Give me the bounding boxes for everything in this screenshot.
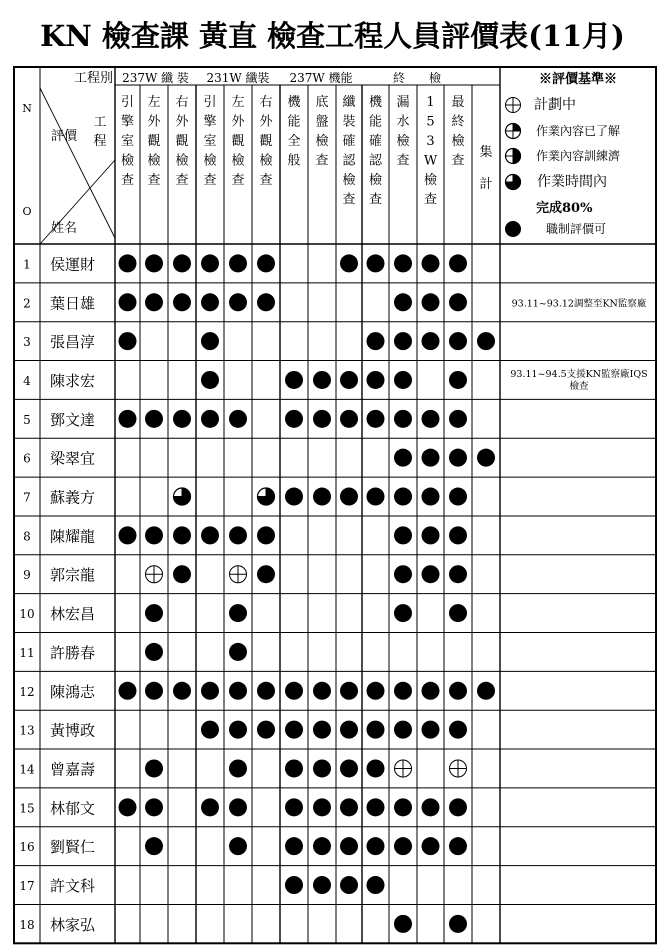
evaluation-mark (201, 371, 219, 389)
evaluation-mark (367, 254, 385, 272)
evaluation-mark (340, 837, 358, 855)
n-label: N (22, 102, 32, 115)
evaluation-mark (229, 643, 247, 661)
evaluation-mark (229, 254, 247, 272)
column-title: 集計 (479, 145, 493, 192)
employee-name: 劉賢仁 (50, 838, 96, 857)
employee-name: 鄧文達 (50, 410, 96, 429)
evaluation-mark (285, 410, 303, 428)
employee-name: 張昌淳 (50, 333, 96, 352)
evaluation-mark (119, 798, 137, 816)
row-number: 7 (23, 490, 31, 505)
column-title: 右外觀檢查 (175, 95, 189, 188)
evaluation-mark (340, 488, 358, 506)
employee-name: 郭宗龍 (50, 566, 96, 585)
evaluation-mark (119, 526, 137, 544)
evaluation-mark (285, 837, 303, 855)
evaluation-mark (229, 526, 247, 544)
column-title: 漏水檢查 (396, 95, 410, 169)
evaluation-mark (394, 604, 412, 622)
evaluation-mark (285, 371, 303, 389)
table-row (23, 368, 647, 392)
legend-label: 作業內容訓練濟 (536, 149, 621, 163)
evaluation-mark (230, 566, 247, 583)
evaluation-mark (229, 604, 247, 622)
employee-name: 梁翠宜 (50, 449, 96, 468)
corner-label-top: 程 (93, 134, 107, 149)
evaluation-mark (449, 449, 467, 467)
employee-name: 林家弘 (50, 915, 96, 934)
evaluation-mark (367, 876, 385, 894)
evaluation-mark (394, 371, 412, 389)
evaluation-mark (449, 721, 467, 739)
table-border (14, 67, 656, 943)
evaluation-mark (477, 332, 495, 350)
evaluation-mark (257, 488, 275, 506)
evaluation-mark (145, 798, 163, 816)
evaluation-mark (119, 293, 137, 311)
table-row (19, 604, 467, 623)
evaluation-mark (201, 254, 219, 272)
evaluation-mark (449, 604, 467, 622)
evaluation-mark (201, 293, 219, 311)
table-row (23, 449, 495, 468)
evaluation-mark (145, 526, 163, 544)
table-row (19, 798, 467, 817)
evaluation-mark (340, 371, 358, 389)
evaluation-mark (173, 410, 191, 428)
evaluation-mark (449, 526, 467, 544)
evaluation-mark (173, 565, 191, 583)
legend-label: 計劃中 (534, 97, 576, 113)
evaluation-mark (313, 371, 331, 389)
table-row (19, 837, 467, 856)
evaluation-mark (229, 293, 247, 311)
employee-name: 侯運財 (50, 255, 96, 274)
table-row (19, 721, 467, 740)
evaluation-mark (367, 410, 385, 428)
evaluation-mark (422, 410, 440, 428)
evaluation-mark (394, 449, 412, 467)
evaluation-mark (145, 759, 163, 777)
row-number: 18 (19, 917, 35, 932)
evaluation-mark (422, 837, 440, 855)
evaluation-mark (285, 488, 303, 506)
evaluation-mark (201, 526, 219, 544)
corner-diagonal (40, 88, 115, 238)
evaluation-mark (229, 759, 247, 777)
column-title: 機能確認檢查 (368, 95, 383, 208)
legend-label: 作業內容已了解 (536, 124, 621, 138)
row-note: 93.11~93.12調整至KN監察廠 (511, 298, 647, 310)
evaluation-mark (394, 798, 412, 816)
evaluation-mark (340, 876, 358, 894)
column-title: 左外觀檢查 (147, 95, 161, 188)
evaluation-mark (367, 721, 385, 739)
column-group-title: 231W 纖裝 (206, 71, 270, 85)
evaluation-mark (340, 759, 358, 777)
evaluation-mark (146, 566, 163, 583)
row-number: 6 (23, 451, 31, 466)
corner-label-bottom: 姓名 (50, 221, 78, 236)
column-group-title: 終 檢 (392, 71, 442, 85)
evaluation-mark (394, 526, 412, 544)
evaluation-mark (313, 798, 331, 816)
column-title: 纖裝確認檢查 (342, 95, 356, 208)
table-row (23, 565, 467, 584)
evaluation-mark (449, 488, 467, 506)
row-number: 5 (23, 412, 31, 427)
row-number: 9 (23, 568, 31, 583)
table-row (19, 643, 247, 662)
evaluation-mark (394, 410, 412, 428)
evaluation-mark (173, 526, 191, 544)
evaluation-mark (313, 876, 331, 894)
evaluation-mark (313, 410, 331, 428)
o-label: O (22, 205, 32, 218)
evaluation-mark (313, 682, 331, 700)
row-number: 12 (19, 684, 35, 699)
evaluation-mark (229, 798, 247, 816)
evaluation-mark (229, 682, 247, 700)
evaluation-mark (422, 293, 440, 311)
evaluation-mark (449, 682, 467, 700)
legend-label: 作業時間內 (537, 174, 607, 190)
column-title: 最終檢查 (451, 95, 465, 169)
evaluation-mark (119, 332, 137, 350)
evaluation-mark (201, 410, 219, 428)
evaluation-mark (119, 410, 137, 428)
table-row (19, 682, 495, 701)
evaluation-mark (449, 332, 467, 350)
table-grid (14, 67, 656, 943)
evaluation-mark (422, 565, 440, 583)
evaluation-mark (449, 293, 467, 311)
row-number: 13 (19, 723, 35, 738)
legend-symbol (506, 148, 522, 164)
evaluation-mark (367, 371, 385, 389)
column-group-title: 237W 纖 裝 (122, 71, 189, 85)
evaluation-mark (422, 526, 440, 544)
evaluation-mark (285, 682, 303, 700)
legend-symbol (505, 221, 521, 237)
column-title: 引擎室檢查 (203, 95, 217, 188)
employee-name: 黃博政 (50, 721, 96, 740)
evaluation-mark (394, 254, 412, 272)
table-row (19, 876, 384, 895)
evaluation-mark (394, 332, 412, 350)
evaluation-mark (367, 488, 385, 506)
evaluation-mark (119, 682, 137, 700)
column-group-title: 237W 機能 (289, 71, 353, 85)
legend-title: ※評價基準※ (538, 72, 618, 87)
evaluation-mark (340, 254, 358, 272)
row-number: 2 (23, 296, 31, 311)
employee-name: 陳耀龍 (50, 527, 96, 546)
legend-symbol (505, 174, 521, 190)
employee-name: 許文科 (50, 877, 96, 896)
evaluation-mark (449, 371, 467, 389)
evaluation-mark (449, 254, 467, 272)
evaluation-mark (145, 643, 163, 661)
evaluation-mark (313, 759, 331, 777)
legend-label: 職制評價可 (546, 222, 607, 236)
evaluation-mark (394, 682, 412, 700)
evaluation-mark (340, 410, 358, 428)
evaluation-mark (285, 798, 303, 816)
row-note: 93.11~94.5支援KN監察廠IQS 檢查 (510, 368, 648, 392)
column-title: 機能全般 (287, 95, 301, 169)
evaluation-mark (285, 876, 303, 894)
group-label: 工程別 (73, 71, 113, 86)
table-row (19, 915, 467, 934)
evaluation-mark (449, 837, 467, 855)
evaluation-mark (285, 759, 303, 777)
evaluation-mark (367, 759, 385, 777)
evaluation-mark (229, 837, 247, 855)
evaluation-mark (340, 682, 358, 700)
evaluation-mark (201, 798, 219, 816)
evaluation-mark (313, 488, 331, 506)
evaluation-mark (340, 721, 358, 739)
row-number: 8 (23, 529, 31, 544)
evaluation-mark (145, 410, 163, 428)
evaluation-mark (422, 449, 440, 467)
employee-name: 林宏昌 (50, 605, 96, 624)
employee-name: 葉日雄 (50, 294, 96, 313)
row-number: 3 (23, 335, 31, 350)
evaluation-mark (477, 682, 495, 700)
corner-label-mid: 評價 (50, 129, 78, 144)
table-row (23, 488, 467, 507)
evaluation-mark (257, 682, 275, 700)
column-title: 右外觀檢查 (259, 95, 273, 188)
employee-name: 陳求宏 (50, 371, 96, 390)
evaluation-mark (394, 488, 412, 506)
evaluation-mark (285, 721, 303, 739)
legend-symbol (506, 98, 521, 113)
evaluation-mark (257, 721, 275, 739)
evaluation-mark (229, 721, 247, 739)
table-row (23, 293, 647, 312)
employee-name: 陳鴻志 (50, 682, 96, 701)
table-row (23, 254, 467, 273)
evaluation-mark (173, 293, 191, 311)
evaluation-mark (422, 488, 440, 506)
evaluation-mark (201, 332, 219, 350)
evaluation-mark (394, 565, 412, 583)
evaluation-mark (449, 565, 467, 583)
evaluation-mark (313, 721, 331, 739)
evaluation-mark (422, 721, 440, 739)
row-number: 16 (19, 840, 35, 855)
evaluation-mark (450, 760, 467, 777)
evaluation-mark (145, 837, 163, 855)
evaluation-mark (257, 293, 275, 311)
evaluation-mark (173, 488, 191, 506)
evaluation-mark (201, 721, 219, 739)
evaluation-mark (145, 604, 163, 622)
table-row (23, 410, 467, 429)
evaluation-mark (449, 410, 467, 428)
table-row (23, 526, 467, 545)
evaluation-mark (367, 332, 385, 350)
evaluation-mark (394, 721, 412, 739)
evaluation-mark (395, 760, 412, 777)
column-title: 引擎室檢查 (120, 95, 135, 188)
evaluation-mark (145, 682, 163, 700)
evaluation-mark (477, 449, 495, 467)
evaluation-mark (422, 254, 440, 272)
table-row (19, 759, 466, 778)
evaluation-mark (313, 837, 331, 855)
employee-name: 蘇義方 (50, 488, 96, 507)
evaluation-mark (449, 798, 467, 816)
evaluation-mark (257, 565, 275, 583)
row-number: 11 (19, 645, 35, 660)
row-number: 15 (19, 801, 35, 816)
row-number: 10 (19, 607, 35, 622)
row-number: 17 (19, 879, 35, 894)
page-title: KN 檢查課 黃直 檢查工程人員評價表(11月) (40, 19, 625, 53)
evaluation-mark (173, 682, 191, 700)
evaluation-mark (367, 837, 385, 855)
column-title: 1 5 3 W 檢查 (423, 95, 438, 208)
evaluation-mark (173, 254, 191, 272)
row-number: 4 (23, 373, 31, 388)
evaluation-mark (340, 798, 358, 816)
employee-name: 曾嘉壽 (50, 760, 96, 779)
legend-symbol (506, 123, 522, 139)
evaluation-mark (367, 798, 385, 816)
employee-name: 林郁文 (50, 799, 96, 818)
evaluation-mark (367, 682, 385, 700)
column-title: 左外觀檢查 (231, 95, 245, 188)
evaluation-mark (422, 682, 440, 700)
evaluation-mark (394, 915, 412, 933)
evaluation-mark (422, 798, 440, 816)
evaluation-mark (145, 254, 163, 272)
evaluation-mark (394, 293, 412, 311)
legend-label: 完成80% (536, 201, 593, 216)
table-row (23, 332, 495, 351)
evaluation-mark (257, 526, 275, 544)
evaluation-mark (257, 254, 275, 272)
evaluation-mark (229, 410, 247, 428)
employee-name: 許勝春 (50, 643, 96, 662)
evaluation-mark (201, 682, 219, 700)
evaluation-mark (119, 254, 137, 272)
evaluation-mark (145, 293, 163, 311)
row-number: 1 (23, 257, 31, 272)
table-header (22, 70, 492, 244)
column-title: 底盤檢查 (315, 95, 329, 169)
evaluation-mark (422, 332, 440, 350)
corner-label-top: 工 (93, 115, 107, 130)
evaluation-mark (394, 837, 412, 855)
row-number: 14 (19, 762, 35, 777)
evaluation-mark (449, 915, 467, 933)
legend-panel (505, 71, 620, 237)
